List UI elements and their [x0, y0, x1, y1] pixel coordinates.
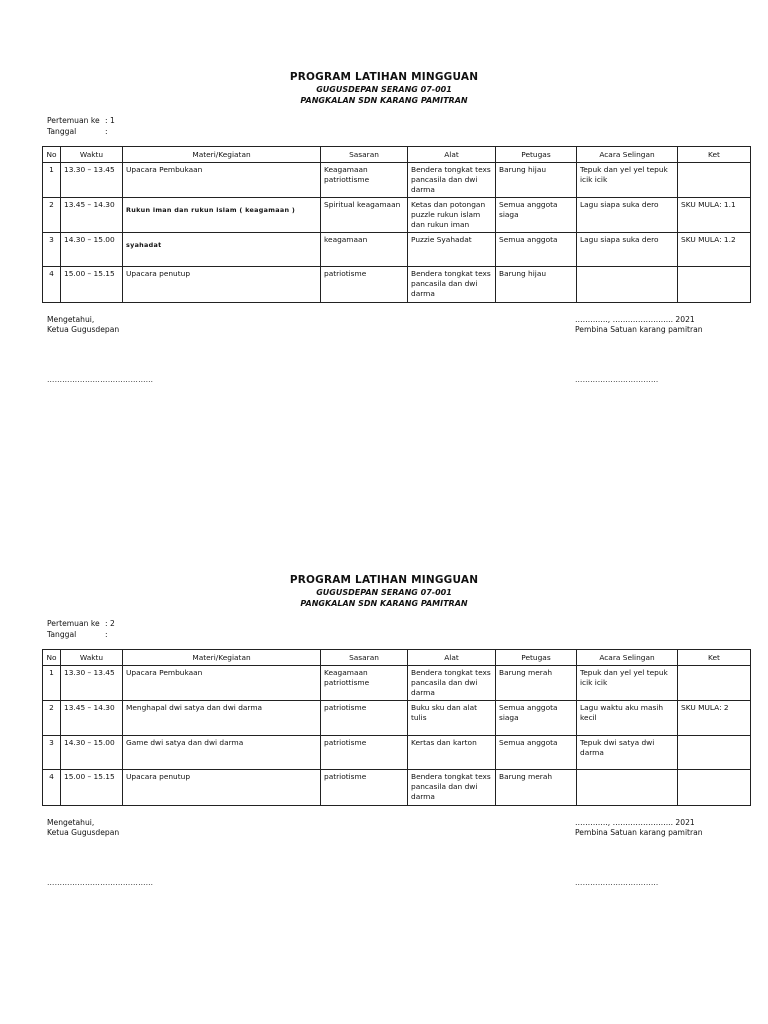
cell-sasaran: Spiritual keagamaan [321, 198, 408, 233]
header-no: No [43, 650, 61, 666]
pertemuan-label: Pertemuan ke [47, 116, 100, 125]
materi-text: Rukun iman dan rukun islam ( keagamaan ) [126, 206, 296, 214]
header-waktu: Waktu [61, 650, 123, 666]
sheet-subtitle-gugusdepan: GUGUSDEPAN SERANG 07-001 [316, 85, 452, 94]
cell-waktu: 13.45 – 14.30 [61, 198, 123, 233]
ketua-gugusdepan-label: Ketua Gugusdepan [47, 325, 120, 334]
cell-petugas: Barung hijau [496, 267, 577, 303]
cell-sasaran: Keagamaan patriottisme [321, 163, 408, 198]
cell-no: 3 [43, 736, 61, 770]
header-sasaran: Sasaran [321, 650, 408, 666]
header-alat: Alat [408, 650, 496, 666]
cell-no: 4 [43, 770, 61, 806]
cell-acara: Tepuk dan yel yel tepuk icik icik [577, 163, 678, 198]
pertemuan-label: Pertemuan ke [47, 619, 100, 628]
cell-petugas: Semua anggota [496, 736, 577, 770]
right-signature-block [575, 818, 703, 838]
cell-waktu: 15.00 – 15.15 [61, 770, 123, 806]
cell-no: 1 [43, 163, 61, 198]
header-no: No [43, 147, 61, 163]
left-signature-block [47, 818, 119, 838]
cell-ket [678, 736, 751, 770]
cell-waktu: 13.30 – 13.45 [61, 163, 123, 198]
cell-no: 2 [43, 701, 61, 736]
place-date-line: …………., …………………... 2021 [575, 818, 695, 827]
cell-acara: Lagu waktu aku masih kecil [577, 701, 678, 736]
cell-alat: Puzzie Syahadat [408, 233, 496, 267]
tanggal-label: Tanggal [47, 127, 77, 136]
tanggal-value: : [105, 127, 108, 136]
cell-ket: SKU MULA: 2 [678, 701, 751, 736]
cell-materi: Menghapal dwi satya dan dwi darma [123, 701, 321, 736]
pertemuan-value: : 1 [105, 116, 115, 125]
pembina-label: Pembina Satuan karang pamitran [575, 325, 703, 334]
header-waktu: Waktu [61, 147, 123, 163]
header-alat: Alat [408, 147, 496, 163]
header-ket: Ket [678, 147, 751, 163]
meeting-info [47, 618, 115, 640]
cell-no: 1 [43, 666, 61, 701]
place-date-line: …………., …………………... 2021 [575, 315, 695, 324]
cell-acara: Tepuk dan yel yel tepuk icik icik [577, 666, 678, 701]
cell-waktu: 13.30 – 13.45 [61, 666, 123, 701]
right-signature-line: …………………………… [575, 375, 659, 384]
cell-alat: Kertas dan karton [408, 736, 496, 770]
cell-acara [577, 770, 678, 806]
header-acara: Acara Selingan [577, 147, 678, 163]
cell-no: 2 [43, 198, 61, 233]
cell-acara: Lagu siapa suka dero [577, 198, 678, 233]
cell-petugas: Barung merah [496, 770, 577, 806]
pertemuan-value: : 2 [105, 619, 115, 628]
cell-ket [678, 770, 751, 806]
sheet-subtitle-pangkalan: PANGKALAN SDN KARANG PAMITRAN [300, 599, 468, 608]
table-row [43, 701, 751, 736]
header-ket: Ket [678, 650, 751, 666]
pembina-label: Pembina Satuan karang pamitran [575, 828, 703, 837]
cell-waktu: 14.30 – 15.00 [61, 233, 123, 267]
header-materi: Materi/Kegiatan [123, 650, 321, 666]
cell-petugas: Barung merah [496, 666, 577, 701]
cell-materi: Upacara penutup [123, 267, 321, 303]
cell-no: 4 [43, 267, 61, 303]
header-petugas: Petugas [496, 650, 577, 666]
cell-petugas: Semua anggota [496, 233, 577, 267]
table-header-row [43, 650, 751, 666]
cell-acara: Lagu siapa suka dero [577, 233, 678, 267]
cell-sasaran: Keagamaan patriottisme [321, 666, 408, 701]
tanggal-label: Tanggal [47, 630, 77, 639]
cell-waktu: 13.45 – 14.30 [61, 701, 123, 736]
sheet-title: PROGRAM LATIHAN MINGGUAN [289, 574, 479, 586]
header-petugas: Petugas [496, 147, 577, 163]
table-row [43, 666, 751, 701]
cell-waktu: 15.00 – 15.15 [61, 267, 123, 303]
tanggal-value: : [105, 630, 108, 639]
cell-sasaran: patriotisme [321, 701, 408, 736]
header-materi: Materi/Kegiatan [123, 147, 321, 163]
cell-no: 3 [43, 233, 61, 267]
mengetahui-label: Mengetahui, [47, 818, 95, 827]
cell-materi: Upacara Pembukaan [123, 666, 321, 701]
sheet-subtitle-gugusdepan: GUGUSDEPAN SERANG 07-001 [316, 588, 452, 597]
cell-ket [678, 666, 751, 701]
schedule-table [42, 649, 751, 806]
cell-petugas: Semua anggota siaga [496, 701, 577, 736]
table-row [43, 770, 751, 806]
left-signature-line: …………………………………… [47, 878, 154, 887]
cell-sasaran: patriotisme [321, 736, 408, 770]
sheet-title: PROGRAM LATIHAN MINGGUAN [289, 71, 479, 83]
materi-text: syahadat [126, 241, 162, 249]
cell-petugas: Semua anggota siaga [496, 198, 577, 233]
left-signature-line: …………………………………… [47, 375, 154, 384]
cell-alat: Ketas dan potongan puzzle rukun islam dan rukun iman [408, 198, 496, 233]
cell-sasaran: patriotisme [321, 267, 408, 303]
cell-sasaran: keagamaan [321, 233, 408, 267]
sheet-subtitle-pangkalan: PANGKALAN SDN KARANG PAMITRAN [300, 96, 468, 105]
cell-ket: SKU MULA: 1.1 [678, 198, 751, 233]
ketua-gugusdepan-label: Ketua Gugusdepan [47, 828, 120, 837]
cell-acara: Tepuk dwi satya dwi darma [577, 736, 678, 770]
cell-materi: Game dwi satya dan dwi darma [123, 736, 321, 770]
cell-sasaran: patriotisme [321, 770, 408, 806]
cell-ket: SKU MULA: 1.2 [678, 233, 751, 267]
header-sasaran: Sasaran [321, 147, 408, 163]
mengetahui-label: Mengetahui, [47, 315, 95, 324]
cell-materi: Upacara Pembukaan [123, 163, 321, 198]
right-signature-line: …………………………… [575, 878, 659, 887]
cell-waktu: 14.30 – 15.00 [61, 736, 123, 770]
cell-petugas: Barung hijau [496, 163, 577, 198]
cell-alat: Bendera tongkat texs pancasila dan dwi darma [408, 666, 496, 701]
header-acara: Acara Selingan [577, 650, 678, 666]
cell-alat: Bendera tongkat texs pancasila dan dwi darma [408, 267, 496, 303]
table-row [43, 736, 751, 770]
cell-alat: Bendera tongkat texs pancasila dan dwi darma [408, 163, 496, 198]
cell-alat: Bendera tongkat texs pancasila dan dwi darma [408, 770, 496, 806]
cell-materi: Upacara penutup [123, 770, 321, 806]
cell-alat: Buku sku dan alat tulis [408, 701, 496, 736]
